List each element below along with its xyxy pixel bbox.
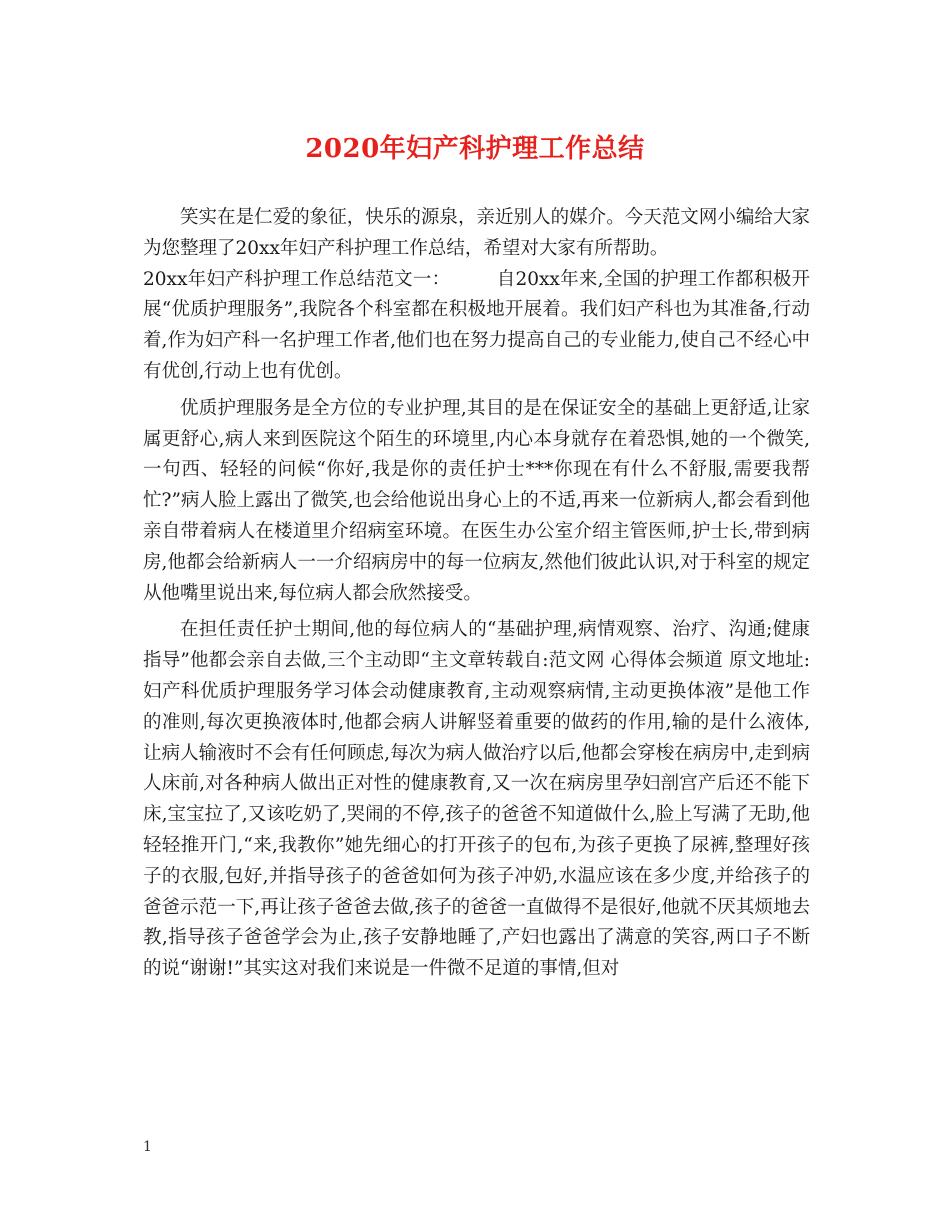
intro-paragraph: 笑实在是仁爱的象征，快乐的源泉，亲近别人的媒介。今天范文网小编给大家为您整理了20xx年妇产科护理工作总结，希望对大家有所帮助。	[143, 207, 810, 259]
paragraph-3: 在担任责任护士期间,他的每位病人的“基础护理,病情观察、治疗、沟通;健康指导”他都会亲自去做,三个主动即“主文章转载自:范文网 心得体会频道 原文地址:妇产科优质护理服务学习体会动健康教育,主动观察病情,主动更换体液”是他工作的准则,每次更换液体时,他都会病人讲解竖着重要的做药的作用,输的是什么液体,让病人输液时不会有任何顾虑,每次为病人做治疗以后,他都会穿梭在病房中,走到病人床前,对各种病人做出正对性的健康教育,又一次在病房里孕妇剖宫产后还不能下床,宝宝拉了,又该吃奶了,哭闹的不停,孩子的爸爸不知道做什么,脸上写满了无助,他轻轻推开门,“来,我教你”她先细心的打开孩子的包布,为孩子更换了尿裤,整理好孩子的衣服,包好,并指导孩子的爸爸如何为孩子冲奶,水温应该在多少度,并给孩子的爸爸示范一下,再让孩子爸爸去做,孩子的爸爸一直做得不是很好,他就不厌其烦地去教,指导孩子爸爸学会为止,孩子安静地睡了,产妇也露出了满意的笑容,两口子不断的说“谢谢!”其实这对我们来说是一件微不足道的事情,但对	[143, 619, 810, 980]
document-body	[143, 203, 810, 985]
document-title: 2020年妇产科护理工作总结	[305, 134, 645, 164]
section-paragraph	[143, 265, 810, 388]
paragraph-2: 优质护理服务是全方位的专业护理,其目的是在保证安全的基础上更舒适,让家属更舒心,病人来到医院这个陌生的环境里,内心本身就存在着恐惧,她的一个微笑,一句西、轻轻的问候“你好,我是你的责任护士***你现在有什么不舒服,需要我帮忙?”病人脸上露出了微笑,也会给他说出身心上的不适,再来一位新病人,都会看到他亲自带着病人在楼道里介绍病室环境。在医生办公室介绍主管医师,护士长,带到病房,他都会给新病人一一介绍病房中的每一位病友,然他们彼此认识,对于科室的规定从他嘴里说出来,每位病人都会欣然接受。	[143, 397, 810, 604]
page-number: 1	[143, 1139, 152, 1155]
paragraph-1-text: 自20xx年来,全国的护理工作都积极开展“优质护理服务”,我院各个科室都在积极地开展着。我们妇产科也为其准备,行动着,作为妇产科一名护理工作者,他们也在努力提高自己的专业能力,使自己不经心中有优创,行动上也有优创。	[143, 268, 810, 382]
section-subheading: 20xx年妇产科护理工作总结范文一：	[143, 268, 451, 290]
